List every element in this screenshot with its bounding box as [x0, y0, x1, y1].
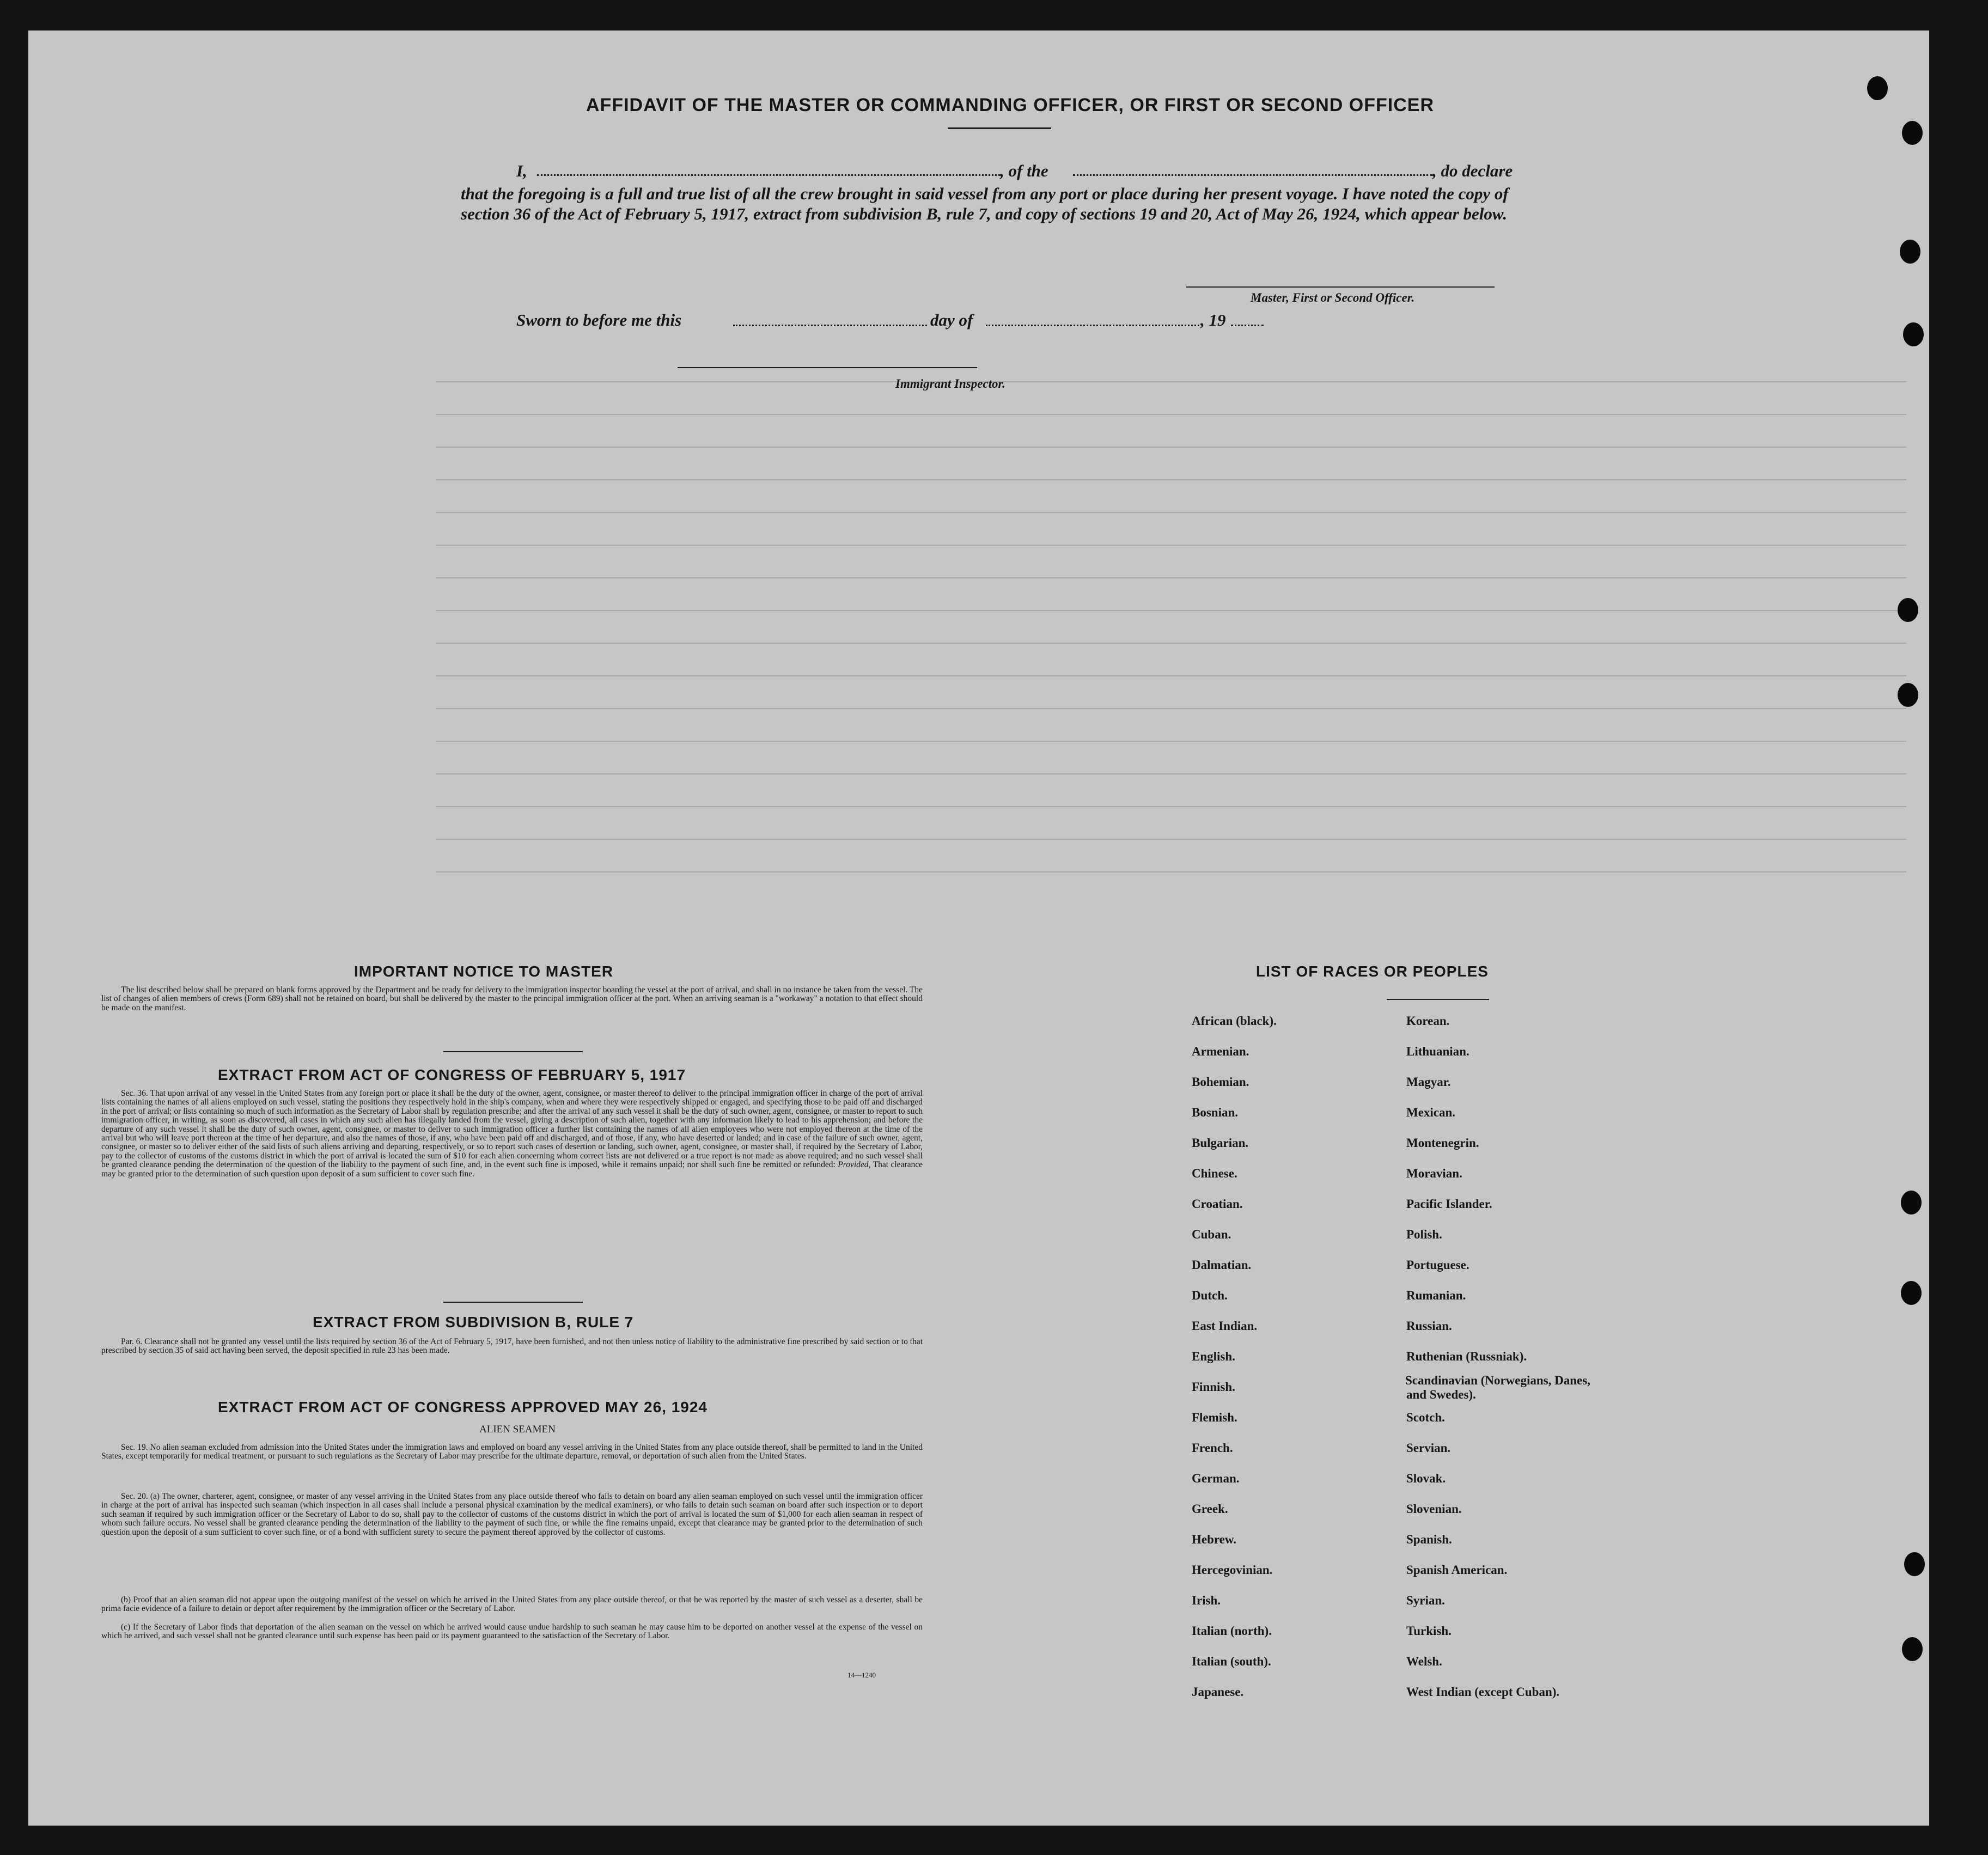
- punch-hole: [1902, 1637, 1923, 1661]
- race-item: Greek.: [1192, 1502, 1228, 1516]
- sworn-month-blank[interactable]: [986, 325, 1199, 326]
- inspector-caption: Immigrant Inspector.: [895, 377, 1005, 390]
- section-divider: [443, 1051, 583, 1052]
- race-item: Montenegrin.: [1406, 1136, 1479, 1150]
- i-label: I,: [516, 161, 527, 180]
- sworn-year-blank[interactable]: [1231, 325, 1264, 326]
- day-of-label: day of: [930, 310, 973, 329]
- race-item: Pacific Islander.: [1406, 1197, 1492, 1211]
- race-item: Moravian.: [1406, 1167, 1462, 1180]
- race-item: Mexican.: [1406, 1106, 1456, 1119]
- punch-hole: [1904, 1552, 1925, 1576]
- bleed-through-line: [436, 839, 1906, 840]
- sec-20c-body: [101, 1623, 923, 1641]
- punch-hole: [1901, 1281, 1922, 1305]
- bleed-through-line: [436, 871, 1906, 872]
- race-item: Slovak.: [1406, 1472, 1446, 1485]
- name-blank[interactable]: [537, 174, 1000, 176]
- notice-title: IMPORTANT NOTICE TO MASTER: [354, 963, 614, 980]
- declaration-text: that the foregoing is a full and true list of all the crew brought in said vessel from any port or place during her present voyage. I have noted the copy of section 36 of the Act of February 5, 1917, extract from subdivision B, rule 7, and copy of sections 19 and 20, Act of May 26, 1924, which appear below.: [461, 184, 1509, 223]
- race-item: African (black).: [1192, 1014, 1277, 1028]
- bleed-through-line: [436, 577, 1906, 578]
- punch-hole: [1901, 1191, 1922, 1215]
- race-item: Bohemian.: [1192, 1075, 1249, 1089]
- race-item: Bosnian.: [1192, 1106, 1239, 1119]
- provided-label: Provided,: [838, 1160, 871, 1170]
- race-item: Servian.: [1406, 1441, 1451, 1455]
- race-item: Hercegovinian.: [1192, 1563, 1273, 1577]
- race-item: Italian (north).: [1192, 1624, 1272, 1638]
- bleed-through-line: [436, 447, 1906, 448]
- sec-19-text: No alien seaman excluded from admission into the United States under the immigration laws and employed on board any vessel arriving in the United States from any place outside thereof, shall be permitted to land in the United States, except temporarily for medical treatment, or pursuant to such regulations as the Secretary of Labor may prescribe for the ultimate departure, removal, or deportation of such alien from the United States.: [101, 1443, 923, 1461]
- signature-line[interactable]: [1186, 286, 1495, 288]
- do-declare-label: , do declare: [1432, 161, 1513, 180]
- race-item: Magyar.: [1406, 1075, 1451, 1089]
- extract-rule7-title: EXTRACT FROM SUBDIVISION B, RULE 7: [313, 1314, 634, 1331]
- race-item: Japanese.: [1192, 1685, 1244, 1699]
- punch-hole: [1898, 598, 1918, 622]
- punch-hole: [1867, 76, 1888, 100]
- bleed-through-line: [436, 806, 1906, 807]
- race-item: Spanish American.: [1406, 1563, 1508, 1577]
- bleed-through-line: [436, 414, 1906, 415]
- sec-20a-text: The owner, charterer, agent, consignee, or master of any vessel arriving in the United States from any place outside thereof who fails to detain on board any alien seaman employed on such vessel until the immigration officer in charge at the port of arrival has inspected such seaman (which inspection in all cases shall include a personal physical examination by the medical examiners), or who fails to detain such seaman on board after such inspection or to deport such seaman if required by such immigration officer or the Secretary of Labor to do so, shall pay to the collector of customs of the customs district in which the port of arrival is located the sum of $1,000 for each alien seaman in respect of whom such failure occurs. No vessel shall be granted clearance pending the determination of the liability to the payment of such fine, or while the fine remains unpaid, except that clearance may be granted prior to the determination of such question upon the deposit of a sum sufficient to cover such fine, or of a bond with sufficient surety to secure the payment thereof approved by the collector of customs.: [101, 1492, 923, 1537]
- of-the-label: , of the: [1000, 161, 1048, 180]
- sec-20b-label: (b): [121, 1595, 131, 1604]
- races-title-underline: [1387, 999, 1489, 1000]
- race-item: Turkish.: [1406, 1624, 1452, 1638]
- bleed-through-line: [436, 773, 1906, 774]
- sec-36-label: Sec. 36.: [121, 1089, 148, 1098]
- bleed-through-line: [436, 708, 1906, 709]
- sec-20b-text: Proof that an alien seaman did not appear upon the outgoing manifest of the vessel on which he arrived in the United States from any place outside thereof, or that he was reported by the master of such vessel as a deserter, shall be prima facie evidence of a failure to detain or deport after requirement by the immigration officer or the Secretary of Labor.: [101, 1595, 923, 1614]
- vessel-blank[interactable]: [1073, 174, 1432, 176]
- bleed-through-line: [436, 643, 1906, 644]
- extract-1917-title: EXTRACT FROM ACT OF CONGRESS OF FEBRUARY 5, 1917: [218, 1066, 686, 1083]
- sec-36-text-end: That clearance may be granted prior to the determination of such question upon deposit of a sum sufficient to cover such fine.: [101, 1160, 923, 1179]
- race-item: Korean.: [1406, 1014, 1450, 1028]
- race-item: Lithuanian.: [1406, 1045, 1469, 1058]
- race-item: Ruthenian (Russniak).: [1406, 1350, 1527, 1363]
- race-item: Bulgarian.: [1192, 1136, 1249, 1150]
- sec-36-text: That upon arrival of any vessel in the United States from any foreign port or place it shall be the duty of the owner, agent, consignee, or master thereof to deliver to the principal immigration officer in charge of the port of arrival lists containing the names of all aliens employed on such vessel, stating the positions they respectively hold in the ship's company, when and where they were respectively shipped or engaged, and specifying those to be paid off and discharged in the port of arrival; or lists containing so much of such information as the Secretary of Labor shall by regulation prescribe; and after the arrival of any such vessel it shall be the duty of such owner, agent, consignee, or master to report to such immigration officer, in writing, as soon as discovered, all cases in which any such alien has illegally landed from the vessel, giving a description of such alien, together with any information likely to lead to his apprehension; and before the departure of any such vessel it shall be the duty of such owner, agent, consignee, or master to deliver to such immigration officer a further list containing the names of all alien employees who were not employed thereon at the time of the arrival but who will leave port thereon at the time of her departure, and also the names of those, if any, who have been paid off and discharged, and of those, if any, who have deserted or landed; and in case of the failure of such owner, agent, consignee, or master so to deliver either of the said lists of such aliens arriving and departing, respectively, or so to report such cases of desertion or landing, such owner, agent, consignee, or master shall, if required by the Secretary of Labor, pay to the collector of customs of the customs district in which the port of arrival is located the sum of $10 for each alien concerning whom correct lists are not delivered or a true report is not made as above required; and no such vessel shall be granted clearance pending the determination of the question of the liability to the payment of such fine, and, in the event such fine is imposed, while it remains unpaid; nor shall such fine be remitted or refunded:: [101, 1089, 923, 1170]
- race-item: Spanish.: [1406, 1533, 1452, 1546]
- notice-body: The list described below shall be prepared on blank forms approved by the Department and be ready for delivery to the immigration inspector boarding the vessel at the port of arrival, and shall in no instance be taken from the vessel. The list of changes of alien members of crews (Form 689) shall not be retained on board, but shall be delivered by the master to the principal immigration officer at the port. When an arriving seaman is a "workaway" a notation to that effect should be made on the manifest.: [101, 985, 923, 1012]
- bleed-through-line: [436, 610, 1906, 611]
- race-item: Syrian.: [1406, 1594, 1445, 1607]
- race-item: Irish.: [1192, 1594, 1221, 1607]
- sec-19-label: Sec. 19.: [121, 1443, 148, 1452]
- sec-20b-body: [101, 1596, 923, 1614]
- race-item: Polish.: [1406, 1228, 1442, 1241]
- sec-20c-label: (c): [121, 1622, 131, 1632]
- affidavit-title: AFFIDAVIT OF THE MASTER OR COMMANDING OFFICER, OR FIRST OR SECOND OFFICER: [586, 95, 1434, 115]
- bleed-through-line: [436, 512, 1906, 513]
- alien-seamen-subtitle: ALIEN SEAMEN: [479, 1424, 556, 1435]
- punch-hole: [1902, 121, 1923, 145]
- document-page: [28, 30, 1929, 1826]
- bleed-through-line: [436, 545, 1906, 546]
- race-item: French.: [1192, 1441, 1233, 1455]
- race-item: Dutch.: [1192, 1289, 1228, 1302]
- race-item: Portuguese.: [1406, 1258, 1469, 1272]
- race-item: Hebrew.: [1192, 1533, 1236, 1546]
- punch-hole: [1900, 240, 1920, 264]
- race-item: Rumanian.: [1406, 1289, 1466, 1302]
- signature-caption: Master, First or Second Officer.: [1251, 291, 1415, 304]
- sec-20c-text: If the Secretary of Labor finds that deportation of the alien seaman on the vessel on which he arrived would cause undue hardship to such seaman he may cause him to be deported on another vessel at the expense of the vessel on which he arrived, and such vessel shall not be granted clearance until such expense has been paid or its payment guaranteed to the satisfaction of the Secretary of Labor.: [101, 1622, 923, 1641]
- race-item: English.: [1192, 1350, 1235, 1363]
- title-underline: [948, 127, 1051, 129]
- race-item: Finnish.: [1192, 1380, 1235, 1394]
- punch-hole: [1898, 683, 1918, 707]
- sworn-day-blank[interactable]: [733, 325, 927, 326]
- bleed-through-line: [436, 675, 1906, 676]
- race-item: Chinese.: [1192, 1167, 1237, 1180]
- sec-20-label: Sec. 20. (a): [121, 1492, 160, 1501]
- form-number: 14—1240: [847, 1671, 876, 1679]
- races-title: LIST OF RACES OR PEOPLES: [1256, 963, 1489, 980]
- race-item: Welsh.: [1406, 1655, 1442, 1668]
- bleed-through-line: [436, 381, 1906, 382]
- race-item: Cuban.: [1192, 1228, 1231, 1241]
- race-item: Dalmatian.: [1192, 1258, 1252, 1272]
- punch-hole: [1903, 322, 1924, 346]
- race-item: Flemish.: [1192, 1411, 1237, 1424]
- extract-1917-body: [101, 1089, 923, 1179]
- race-item: Italian (south).: [1192, 1655, 1271, 1668]
- year-label: , 19: [1200, 310, 1226, 329]
- race-item: German.: [1192, 1472, 1240, 1485]
- bleed-through-line: [436, 741, 1906, 742]
- race-item: Slovenian.: [1406, 1502, 1462, 1516]
- bleed-through-line: [436, 479, 1906, 480]
- race-item: Scotch.: [1406, 1411, 1445, 1424]
- sec-20a-body: [101, 1492, 923, 1537]
- race-item: Armenian.: [1192, 1045, 1249, 1058]
- race-item: West Indian (except Cuban).: [1406, 1685, 1560, 1699]
- race-item: East Indian.: [1192, 1319, 1258, 1333]
- race-item: Scandinavian (Norwegians, Danes, and Swedes).: [1405, 1374, 1590, 1401]
- sec-19-body: [101, 1443, 923, 1461]
- race-item: Croatian.: [1192, 1197, 1243, 1211]
- inspector-signature-line[interactable]: [678, 367, 977, 368]
- race-item: Russian.: [1406, 1319, 1452, 1333]
- sworn-label: Sworn to before me this: [516, 310, 682, 329]
- section-divider: [443, 1302, 583, 1303]
- extract-1924-title: EXTRACT FROM ACT OF CONGRESS APPROVED MAY 26, 1924: [218, 1399, 708, 1415]
- extract-rule7-body: Par. 6. Clearance shall not be granted any vessel until the lists required by section 36 of the Act of February 5, 1917, have been furnished, and not then unless notice of liability to the administrative fine prescribed by said section or to that prescribed by section 35 of said act having been served, the deposit specified in rule 23 has been made.: [101, 1337, 923, 1356]
